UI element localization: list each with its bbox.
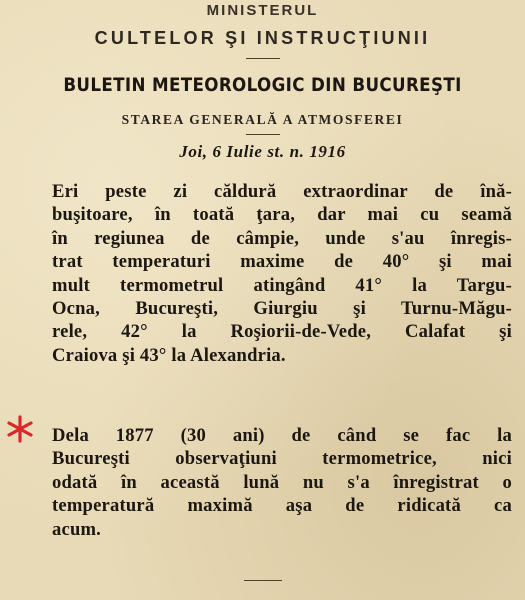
ministry-line-2: CULTELOR ŞI INSTRUCŢIUNII — [94, 28, 431, 48]
paragraph-line: odată în această lună nu s'a înregistrat o — [52, 471, 512, 493]
paragraph-line: rele, 42° la Roşiorii-de-Vede, Calafat şi — [52, 321, 512, 343]
bulletin-subtitle: STAREA GENERALĂ A ATMOSFEREI — [121, 112, 404, 127]
divider-top — [246, 58, 280, 59]
paragraph-line: Ocna, Bucureşti, Giurgiu şi Turnu-Măgu- — [52, 298, 512, 320]
divider-bottom — [244, 580, 282, 581]
paragraph-line: Bucureşti observaţiuni termometrice, nici — [52, 448, 512, 470]
paragraph-line: temperatură maximă aşa de ridicată ca — [52, 495, 512, 517]
paragraph-record-note — [52, 424, 512, 541]
ministry-line-1: MINISTERUL — [206, 2, 319, 19]
paragraph-line: Eri peste zi căldură extraordinar de înă- — [52, 181, 512, 202]
dateline: Joi, 6 Iulie st. n. 1916 — [179, 142, 346, 161]
paragraph-line: buşitoare, în toată ţara, dar mai cu seamă — [52, 204, 512, 226]
paragraph-line: trat temperaturi maxime de 40° şi mai — [52, 251, 512, 273]
paragraph-line: mult termometrul atingând 41° la Targu- — [52, 274, 512, 296]
paragraph-line: în regiunea de câmpie, unde s'au înregis- — [52, 227, 512, 249]
divider-middle — [246, 134, 280, 135]
red-asterisk-icon — [5, 414, 35, 444]
paragraph-line: acum. — [52, 518, 102, 540]
bulletin-title: BULETIN METEOROLOGIC DIN BUCUREŞTI — [63, 74, 462, 96]
paragraph-line: Craiova şi 43° la Alexandria. — [52, 344, 286, 366]
paragraph-heat-report — [52, 180, 512, 367]
paragraph-line: Dela 1877 (30 ani) de când se fac la — [52, 425, 512, 446]
